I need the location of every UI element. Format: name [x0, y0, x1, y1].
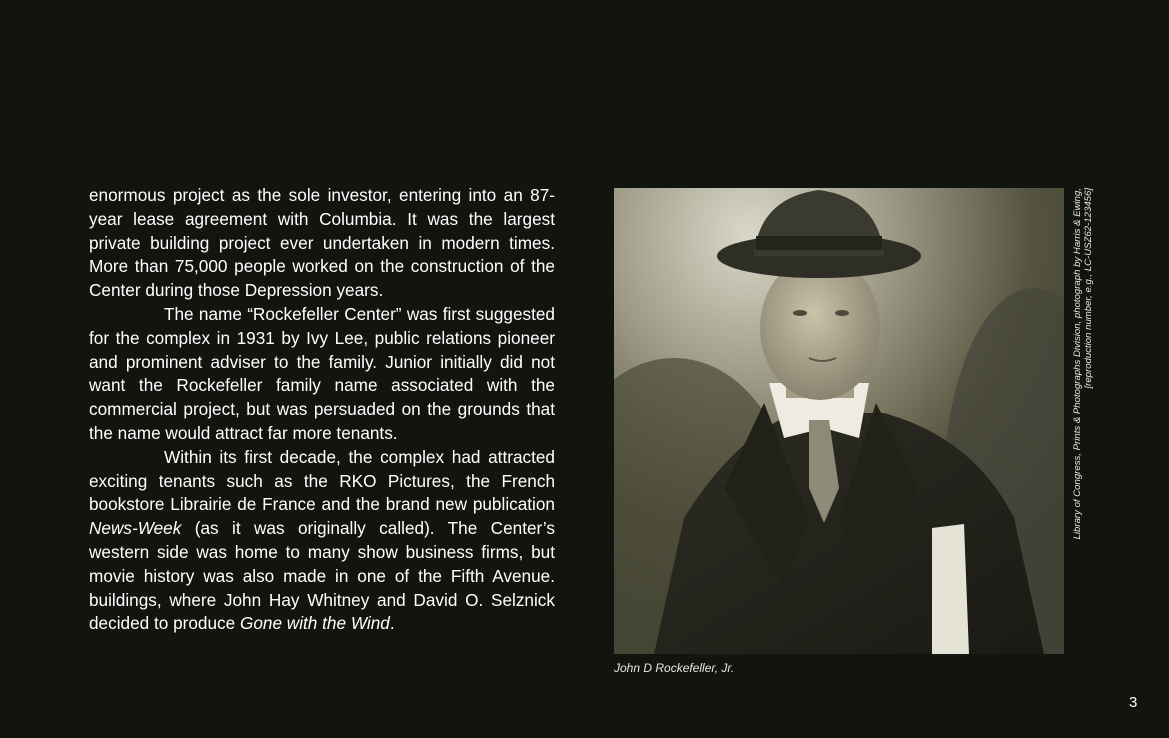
- publication-title-newsweek: News-Week: [89, 518, 182, 539]
- portrait-photo: [614, 188, 1064, 654]
- paragraph-2: The name “Rockefeller Center” was first suggested for the complex in 1931 by Ivy Lee, public relations pioneer and prominent adviser to the family. Junior initially did not want the Rockefeller family name associated with the commercial project, but was persuaded on the grounds that the name would attract far more tenants.: [89, 303, 555, 443]
- paragraph-3: [89, 446, 555, 636]
- paragraph-3-text-a: Within its first decade, the complex had attracted exciting tenants such as the RKO Pictures, the French bookstore Librairie de France and the brand new publication: [89, 446, 555, 515]
- portrait-illustration: [614, 188, 1064, 654]
- body-text-column: [89, 184, 555, 636]
- paragraph-1: enormous project as the sole investor, entering into an 87-year lease agreement with Columbia. It was the largest private building project ever undertaken in modern times. More than 75,000 people worked on the construction of the Center during those Depression years.: [89, 185, 555, 301]
- page-number: 3: [1129, 694, 1138, 711]
- photo-credit-line-2: [reproduction number, e.g., LC-USZ62-123456]: [1083, 188, 1094, 389]
- paragraph-3-text-b: (as it was originally called). The Center’s western side was home to many show business firms, but movie history was also made in one of the Fifth Avenue. buildings, where John Hay Whitney and David O. Selznick decided to produce: [89, 518, 555, 634]
- photo-credit-line-1: Library of Congress, Prints & Photographs Division, photograph by Harris & Ewing,: [1072, 188, 1083, 540]
- photo-credit: [1072, 188, 1096, 580]
- paragraph-3-text-c: .: [389, 613, 395, 634]
- photo-caption: John D Rockefeller, Jr.: [614, 661, 735, 675]
- film-title-gone-with-the-wind: Gone with the Wind: [239, 613, 390, 634]
